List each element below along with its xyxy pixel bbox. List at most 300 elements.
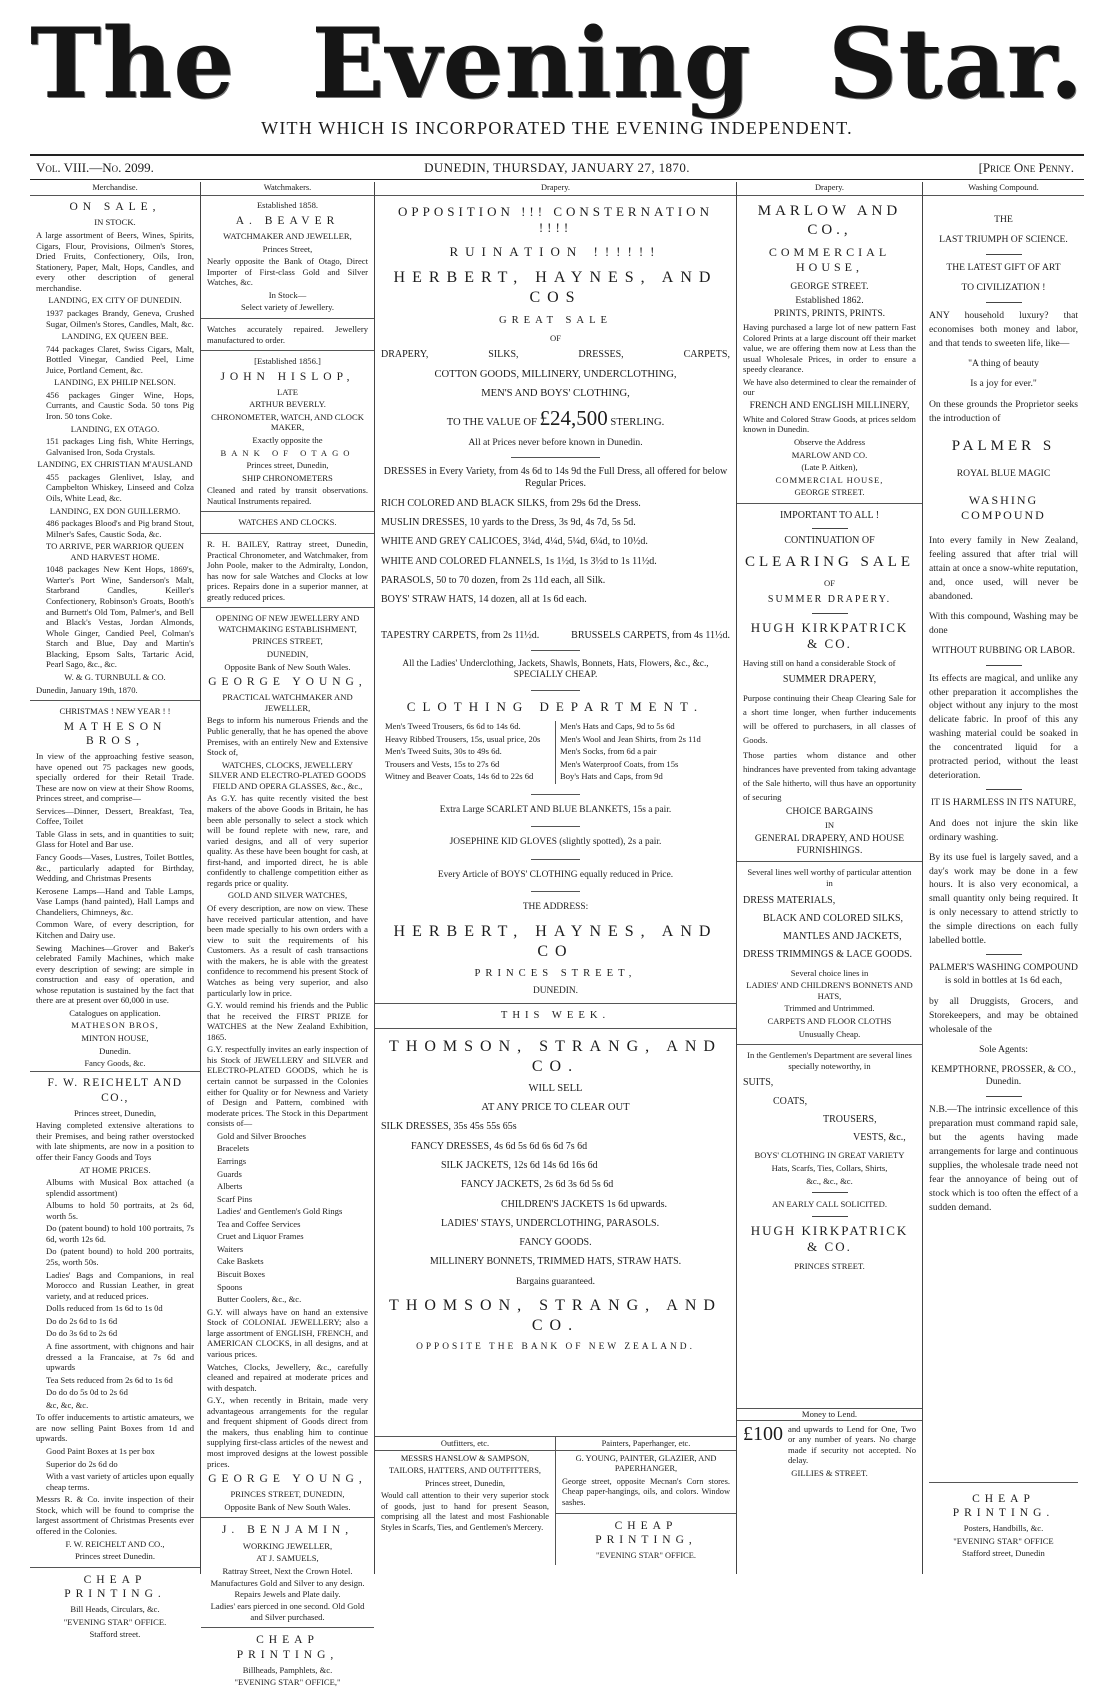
ad-subtitle: BANK OF OTAGO	[220, 447, 355, 458]
ad-address: DUNEDIN,	[266, 649, 309, 660]
ad-text: ANY household luxury? that economises both money and labor, and that tends to sweeten life, like—	[929, 310, 1078, 349]
divider	[511, 457, 600, 458]
ad-text: N.B.—The intrinsic excellence of this preparation must command rapid sale, but the agents having made arrangements for large and continuous supplies, the wholesale trade need not fear the annoyance of being out of stock which is too often the effect of a sudden demand.	[929, 1104, 1078, 1213]
ad-subtitle: IN STOCK.	[94, 217, 136, 228]
sale-value-amount: £24,500	[539, 405, 608, 430]
price-line: PARASOLS, 50 to 70 dozen, from 2s 11d each, all Silk.	[381, 574, 606, 586]
ad-text: PALMER'S WASHING COMPOUND is sold in bottles at 1s 6d each,	[929, 961, 1078, 986]
ad-address: PRINCES STREET,	[474, 968, 637, 980]
ad-text: To offer inducements to artistic amateurs, we are now selling Paint Boxes from 1d and upwards.	[36, 1412, 194, 1444]
landing-title: LANDING, EX OTAGO.	[70, 423, 160, 434]
ad-text: G.Y. would remind his friends and the Public that he received the FIRST PRIZE for WATCHES at the New Zealand Exhibition, 1865.	[207, 1000, 368, 1042]
divider	[737, 1044, 922, 1045]
list-item: Spoons	[217, 1281, 243, 1292]
masthead-subtitle: WITH WHICH IS INCORPORATED THE EVENING INDEPENDENT.	[261, 118, 853, 138]
ad-subtitle: WATCHES, CLOCKS, JEWELLERY SILVER AND ELECTRO-PLATED GOODS FIELD AND OPERA GLASSES, &c., &c.,	[209, 759, 366, 791]
clothing-table	[381, 721, 730, 784]
ad-signoff: (Late P. Aitken),	[801, 462, 858, 473]
list-item: Trousers and Vests, 15s to 27s 6d	[385, 758, 500, 769]
ad-text: Every Article of BOYS' CLOTHING equally reduced in Price.	[437, 869, 674, 880]
divider	[531, 690, 580, 691]
ad-subtitle: BOYS' CLOTHING IN GREAT VARIETY	[754, 1150, 905, 1161]
list-item: Superior do 2s 6d do	[46, 1458, 118, 1469]
ad-subtitle: AT J. SAMUELS,	[256, 1553, 319, 1564]
ad-text: Hats, Scarfs, Ties, Collars, Shirts,	[771, 1163, 888, 1173]
landing-title: LANDING, EX PHILIP NELSON.	[54, 377, 176, 388]
price-line: CHILDREN'S JACKETS 1s 6d upwards.	[501, 1198, 667, 1210]
landing-title: LANDING, EX CITY OF DUNEDIN.	[48, 295, 182, 306]
goods-item: DRESSES,	[578, 349, 624, 361]
ad-address: PRINCES STREET.	[794, 1260, 865, 1271]
ad-text: Observe the Address	[793, 436, 866, 447]
ad-headline: LAST TRIUMPH OF SCIENCE.	[939, 234, 1068, 246]
list-item: Gold and Silver Brooches	[217, 1130, 307, 1141]
divider	[30, 700, 200, 701]
ad-text: Posters, Handbills, &c.	[963, 1523, 1044, 1534]
ad-subtitle: AT ANY PRICE TO CLEAR OUT	[481, 1102, 630, 1114]
divider	[201, 511, 374, 512]
ad-title: MESSRS HANSLOW & SAMPSON,	[400, 1453, 530, 1463]
ad-title: OPENING OF NEW JEWELLERY AND WATCHMAKING ESTABLISHMENT,	[215, 613, 360, 634]
ad-text: by all Druggists, Grocers, and Storekeepers, and may be obtained wholesale of the	[929, 995, 1078, 1035]
ad-text: Sole Agents:	[979, 1043, 1028, 1055]
list-item: Common Ware, of every description, for Kitchen and Dairy use.	[36, 919, 194, 940]
ad-text: OF	[550, 332, 561, 343]
divider	[737, 503, 922, 504]
ad-text: Cleaned and rated by transit observations. Nautical Instruments repaired.	[207, 485, 368, 506]
list-item: Albums to hold 50 portraits, at 2s 6d, worth 5s.	[46, 1200, 194, 1221]
column-drapery-right	[736, 182, 922, 1574]
ad-text: and upwards to Lend for One, Two or any number of years. No charge made if security not accepted. No delay.	[788, 1423, 916, 1466]
ad-address: Princes street, Dunedin,	[424, 1478, 505, 1488]
ad-title: THOMSON, STRANG, AND CO.	[389, 1037, 722, 1075]
ad-text: Its effects are magical, and unlike any other preparation it accomplishes the object without any injury to the most delicate fabric. In proof of this any washing material could be soaked in the concentrated liquid for a protracted period, without the least deterioration.	[929, 672, 1078, 781]
clothing-left-list	[381, 721, 555, 784]
divider	[201, 1517, 374, 1518]
divider	[812, 528, 848, 529]
section-heading: Washing Compound.	[923, 182, 1084, 196]
ad-subtitle: ARTHUR BEVERLY.	[249, 399, 326, 410]
price-line: RICH COLORED AND BLACK SILKS, from 29s 6d the Dress.	[381, 497, 641, 509]
ad-text: "EVENING STAR" OFFICE.	[596, 1550, 696, 1560]
divider	[812, 613, 848, 614]
ad-subtitle: WORKING JEWELLER,	[242, 1540, 333, 1551]
ad-title: JOHN HISLOP,	[220, 370, 355, 383]
price-line: FANCY JACKETS, 2s 6d 3s 6d 5s 6d	[461, 1179, 614, 1191]
list-item: Men's Tweed Suits, 30s to 49s 6d.	[385, 746, 502, 757]
ad-subtitle: ROYAL BLUE MAGIC	[956, 467, 1051, 479]
ad-text: By its use fuel is largely saved, and a day's work may be done in a few hours. It is also very economical, a small quantity only being required. It is only necessary to attend strictly to the simple directions on each fully labelled bottle.	[929, 851, 1078, 947]
ad-title: THOMSON, STRANG, AND CO.	[389, 1297, 722, 1334]
price-line: WHITE AND COLORED FLANNELS, 1s 1½d, 1s 3½d to 1s 11½d.	[381, 555, 657, 567]
ad-address: DUNEDIN.	[532, 986, 579, 997]
goods-item: CARPETS,	[683, 349, 730, 361]
sale-value	[381, 406, 730, 432]
ad-signoff: COMMERCIAL HOUSE,	[775, 474, 884, 485]
ad-text: As G.Y. has quite recently visited the best makers of the above Goods in Britain, he has been able personally to select a stock which will be found replete with new, rare, and varied designs, and all of very superior quality. As these have been bought for cash, at first-hand, and imported direct, he is able confidently to challenge competition either as regards price or quality.	[207, 793, 368, 888]
ad-title: WATCHES AND CLOCKS.	[238, 517, 337, 528]
divider	[201, 1627, 374, 1628]
section-heading: Merchandise.	[30, 182, 200, 196]
ad-title: G. YOUNG, PAINTER, GLAZIER, AND PAPERHANGER,	[575, 1453, 717, 1473]
list-item: Do (patent bound) to hold 100 portraits, 7s 6d, worth 12s 6d.	[46, 1223, 194, 1244]
ad-title: CHRISTMAS ! NEW YEAR ! !	[59, 706, 171, 717]
column-watchmakers	[200, 182, 374, 1688]
ad-subtitle: AT HOME PRICES.	[79, 1164, 151, 1175]
ad-subtitle: PRINTS, PRINTS, PRINTS.	[773, 308, 886, 320]
list-item: Fancy Goods—Vases, Lustres, Toilet Bottles, &c., particularly adapted for Birthday, Wedding, and Christmas Presents	[36, 852, 194, 884]
divider	[375, 1003, 736, 1004]
list-item: Boy's Hats and Caps, from 9d	[560, 771, 663, 782]
ad-text: With this compound, Washing may be done	[929, 610, 1078, 636]
divider	[531, 826, 580, 827]
divider	[201, 350, 374, 351]
outfitters-ad	[375, 1437, 555, 1565]
issue-date: DUNEDIN, THURSDAY, JANUARY 27, 1870.	[424, 160, 690, 175]
goods-item: DRAPERY,	[381, 349, 429, 361]
list-item: Bracelets	[217, 1143, 249, 1154]
ad-title: MATHESON BROS,	[63, 720, 167, 747]
quote-line: Is a joy for ever."	[970, 377, 1037, 389]
ad-text: LATE	[276, 386, 298, 397]
ad-subtitle: LADIES' AND CHILDREN'S BONNETS AND HATS,	[746, 980, 913, 1001]
section-heading: Money to Lend.	[737, 1409, 922, 1421]
column-drapery-main	[374, 182, 736, 1574]
ad-title: HERBERT, HAYNES, AND COS	[393, 269, 718, 306]
ad-text: Several choice lines in	[790, 967, 869, 978]
ad-text: Select variety of Jewellery.	[241, 302, 334, 313]
ad-subtitle: WATCHMAKER AND JEWELLER,	[223, 231, 352, 242]
ad-text: And does not injure the skin like ordinary washing.	[929, 817, 1078, 843]
ad-signoff: MINTON HOUSE,	[81, 1033, 149, 1043]
ad-text: Watches accurately repaired. Jewellery manufactured to order.	[207, 323, 368, 345]
ad-text: Established 1862.	[795, 294, 864, 306]
list-item: Waiters	[217, 1243, 244, 1254]
list-item: Alberts	[217, 1181, 243, 1192]
ad-text: R. H. BAILEY, Rattray street, Dunedin, Practical Chronometer, and Watchmaker, from John Poole, maker to the Admiralty, London, has now for sale Watches and Clocks at low prices. Repairs done in a superior manner, at greatly reduced prices.	[207, 538, 368, 602]
divider	[812, 1192, 848, 1193]
list-item: Do do 2s 6d to 1s 6d	[46, 1315, 118, 1326]
sale-value-suffix: STERLING.	[610, 416, 665, 428]
list-item: A fine assortment, with chignons and hair dressed a la Francaise, at 7s 6d and upwards	[46, 1340, 194, 1373]
ad-text: Begs to inform his numerous Friends and the Public generally, that he has opened the above Premises, with an entirely New and Extensive Stock of,	[207, 715, 368, 758]
ad-text: IN	[824, 820, 835, 831]
divider	[531, 794, 580, 795]
ad-subtitle: TAILORS, HATTERS, AND OUTFITTERS,	[389, 1466, 541, 1475]
list-item: Kerosene Lamps—Hand and Table Lamps, Vase Lamps (hand painted), Hall Lamps and Chandeliers, Chimneys, &c.	[36, 885, 194, 917]
ad-text: G.Y. respectfully invites an early inspection of his Stock of JEWELLERY and SILVER and ELECTRO-PLATED GOODS, which he is certain cannot be surpassed in the Colonies either for Quality or for Newness and Variety of Design and Pattern, combined with moderate prices. The Stock in this Department consists of—	[207, 1044, 368, 1129]
list-item: Scarf Pins	[217, 1193, 253, 1204]
signoff-date: Dunedin, January 19th, 1870.	[36, 684, 138, 695]
ad-text: George street, opposite Mecnan's Corn stores. Cheap paper-hangings, oils, and colors. Window sashes.	[562, 1476, 730, 1507]
ad-signoff: KEMPTHORNE, PROSSER, & CO., Dunedin.	[931, 1063, 1076, 1088]
ad-subtitle: SUMMER DRAPERY,	[782, 674, 877, 686]
masthead-word-1: The	[30, 7, 236, 120]
clothing-right-list	[555, 721, 730, 784]
ad-text: All at Prices never before known in Dunedin.	[468, 437, 643, 449]
ad-subtitle: SUMMER DRAPERY.	[767, 594, 892, 606]
landing-list	[36, 295, 194, 670]
bottom-ads-row	[375, 1436, 736, 1565]
column-merchandise	[30, 182, 200, 1640]
ad-title: CLEARING SALE	[744, 554, 915, 571]
ad-subtitle: WITHOUT RUBBING OR LABOR.	[931, 644, 1076, 656]
ad-text: A large assortment of Beers, Wines, Spirits, Cigars, Flour, Provisions, Oilmen's Stores, Dried Fruits, Confectionery, Oils, Iron, Stationery, Paper, Malt, Hops, Candles, and every other description of general merchandise.	[36, 230, 194, 293]
masthead-title	[30, 7, 1084, 120]
ad-headline: THE LATEST GIFT OF ART	[946, 262, 1061, 274]
list-item: Table Glass in sets, and in quantities to suit; Glass for Hotel and Bar use.	[36, 828, 194, 850]
list-item: Cruet and Liquor Frames	[217, 1231, 304, 1242]
ad-text: Unusually Cheap.	[798, 1028, 861, 1039]
list-item: Witney and Beaver Coats, 14s 6d to 22s 6d	[385, 771, 534, 782]
divider	[986, 665, 1022, 666]
divider	[737, 861, 922, 862]
list-item: Sewing Machines—Grover and Baker's celebrated Family Machines, which make every description of sewing; are simple in construction and easy of operation, and whose reputation is sustained by the fact that there are at present over 60,000 in use.	[36, 942, 194, 1006]
ad-text: Trimmed and Untrimmed.	[784, 1003, 875, 1014]
list-item: Heavy Ribbed Trousers, 15s, usual price, 20s	[385, 733, 541, 744]
list-item: Men's Waterproof Coats, from 15s	[560, 758, 679, 769]
ad-subtitle: CHRONOMETER, WATCH, AND CLOCK MAKER,	[211, 411, 364, 433]
masthead-word-2: Evening	[311, 7, 752, 120]
signoff: W. & G. TURNBULL & CO.	[64, 671, 166, 682]
ad-text: Watches, Clocks, Jewellery, &c., carefully cleaned and repaired at moderate prices and with despatch.	[207, 1361, 368, 1393]
list-item: DRESS MATERIALS,	[743, 894, 836, 906]
ad-text: OF	[824, 577, 835, 588]
landing-text: 1048 packages New Kent Hops, 1869's, Warter's Port Wine, Sanderson's Malt, Starbrand Candles, Keiller's Confectionery, Robinson's Groats, Booth's and Burnett's Old Tom, Palmer's, and Bell and Black's Vestas, Jordan Almonds, Whole Ginger, Candied Peel, Colman's Starch and Blue, Day and Martin's Blacking, Epsom Salts, Tartaric Acid, Pearl Sago, &c., &c.	[46, 564, 194, 670]
ad-text: Of every description, are now on view. These have received particular attention, and have been made specially to his own orders with a view to suit the requirements of his Customers. As a result of cash transactions with the makers, he is able with the greatest confidence to recommend his present Stock of Watches as being very superior, and also particularly low in price.	[207, 903, 368, 998]
quote-line: "A thing of beauty	[968, 357, 1039, 369]
landing-text: 151 packages Ling fish, White Herrings, Galvanised Iron, Soda Crystals.	[46, 436, 194, 457]
ad-title: WASHING COMPOUND	[961, 492, 1046, 522]
ad-text: Having completed extensive alterations to their Premises, and being rather overstocked with late shipments, are now in a position to offer their Fancy Goods and Toys	[36, 1120, 194, 1162]
list-item: Albums with Musical Box attached (a splendid assortment)	[46, 1177, 194, 1198]
landing-title: TO ARRIVE, PER WARRIOR QUEEN AND HARVEST HOME.	[46, 541, 184, 562]
carpets-row	[381, 630, 730, 642]
painters-ad	[555, 1437, 736, 1565]
ad-subtitle: WILL SELL	[528, 1083, 583, 1095]
ad-text: Billheads, Pamphlets, &c.	[242, 1664, 333, 1675]
landing-text: 455 packages Glenlivet, Islay, and Campbelton Whiskey, Linseed and Colza Oils, White Lead, &c.	[46, 471, 194, 503]
divider	[812, 1216, 848, 1217]
landing-text: 486 packages Blood's and Pig brand Stout, Milner's Safes, Caustic Soda, &c.	[46, 518, 194, 539]
ad-title: CHEAP PRINTING,	[595, 1520, 697, 1547]
list-item: Good Paint Boxes at 1s per box	[46, 1446, 155, 1457]
goods-row: COTTON GOODS, MILLINERY, UNDERCLOTHING,	[434, 368, 677, 380]
ad-signoff: GILLIES & STREET.	[791, 1467, 868, 1478]
department-title: CLOTHING DEPARTMENT.	[406, 698, 705, 714]
divider	[531, 650, 580, 651]
list-item: Guards	[217, 1168, 242, 1179]
list-item: Do (patent bound) to hold 200 portraits, 25s, worth 50s.	[46, 1246, 194, 1268]
ad-subtitle: GOLD AND SILVER WATCHES,	[227, 890, 348, 901]
ad-title: HUGH KIRKPATRICK & CO.	[750, 1222, 909, 1254]
ad-headline: RUINATION !!!!!!	[449, 244, 662, 260]
sale-value-prefix: TO THE VALUE OF	[446, 416, 537, 428]
price-line: FANCY GOODS.	[519, 1237, 592, 1249]
money-ad	[737, 1408, 922, 1480]
volume-number: Vol. VIII.—No. 2099.	[36, 160, 154, 175]
list-item: Men's Tweed Trousers, 6s 6d to 14s 6d.	[385, 720, 521, 731]
ad-text: Exactly opposite the	[252, 435, 323, 446]
ad-signoff: MATHESON BROS,	[71, 1020, 159, 1031]
list-item: Ladies' and Gentlemen's Gold Rings	[217, 1206, 343, 1217]
list-item: Men's Hats and Caps, 9d to 5s 6d	[560, 720, 675, 731]
ad-address: Princes street, Dunedin,	[246, 460, 329, 471]
ad-title: MARLOW AND CO.,	[757, 203, 902, 238]
ad-text: Those parties whom distance and other hindrances have prevented from taking advantage of the Sale hitherto, will thus have an opportunity of securing	[743, 750, 916, 802]
ad-title: A. BEAVER	[235, 214, 340, 227]
ad-headline: IMPORTANT TO ALL !	[779, 509, 880, 521]
ad-text: Established 1858.	[256, 200, 319, 211]
ad-text: White and Colored Straw Goods, at prices seldom known in Dunedin.	[743, 413, 916, 435]
price-line: FANCY DRESSES, 4s 6d 5s 6d 6s 6d 7s 6d	[411, 1140, 588, 1152]
ad-title: CHEAP PRINTING.	[64, 1573, 166, 1600]
printing-ad	[929, 1482, 1078, 1561]
ad-text: Opposite Bank of New South Wales.	[224, 661, 351, 672]
divider	[986, 789, 1022, 790]
ad-text: Catalogues on application.	[69, 1007, 161, 1018]
dateline-bar	[30, 154, 1084, 180]
list-item: Services—Dinner, Dessert, Breakfast, Tea, Coffee, Toilet	[36, 805, 194, 827]
divider	[531, 891, 580, 892]
ad-text: We have also determined to clear the remainder of our	[743, 376, 917, 398]
ad-text: Extra Large SCARLET AND BLUE BLANKETS, 15s a pair.	[439, 804, 672, 815]
ad-signoff: GEORGE STREET.	[794, 487, 865, 498]
ad-subtitle: SHIP CHRONOMETERS	[242, 472, 333, 483]
ad-subtitle: CARPETS AND FLOOR CLOTHS	[767, 1016, 892, 1026]
ad-address: Princes Street,	[262, 243, 313, 254]
ad-text: In the Gentlemen's Department are several lines specially noteworthy, in	[747, 1050, 912, 1071]
ad-text: Stafford street, Dunedin	[962, 1548, 1045, 1559]
ad-subtitle: CHOICE BARGAINS	[785, 806, 874, 818]
divider	[531, 859, 580, 860]
ad-text: Bill Heads, Circulars, &c.	[70, 1603, 160, 1614]
ad-text: Stafford street.	[89, 1629, 141, 1640]
ad-subtitle: PRACTICAL WATCHMAKER AND JEWELLER,	[222, 692, 353, 713]
divider	[201, 533, 374, 534]
price-line: SILK DRESSES, 35s 45s 55s 65s	[381, 1121, 517, 1133]
list-item: Tea and Coffee Services	[217, 1218, 301, 1229]
ad-text: G.Y. will always have on hand an extensive Stock of COLONIAL JEWELLERY; also a large assortment of ENGLISH, FRENCH, and AMERICAN CLOCKS, in all designs, and at various prices.	[207, 1306, 368, 1359]
list-item: DRESS TRIMMINGS & LACE GOODS.	[743, 949, 913, 961]
ad-text: &c., &c., &c.	[806, 1175, 853, 1186]
list-item: Ladies' Bags and Companions, in real Morocco and Russian Leather, in great variety, and at reduced prices.	[46, 1269, 194, 1301]
masthead-word-3: Star.	[827, 7, 1084, 120]
price-line: DRESSES in Every Variety, from 4s 6d to 14s 9d the Full Dress, all offered for below Regular Prices.	[383, 466, 728, 490]
ad-text: THE ADDRESS:	[522, 902, 589, 913]
list-item: Dolls reduced from 1s 6d to 1s 0d	[46, 1303, 163, 1314]
list-item: COATS,	[773, 1095, 808, 1107]
ad-title: CHEAP PRINTING.	[952, 1493, 1055, 1520]
ad-text: Into every family in New Zealand, feeling assured that after trial will attain at once a snow-white reputation, and, once used, will never be abandoned.	[929, 535, 1078, 602]
ad-text: "EVENING STAR" OFFICE.	[63, 1616, 167, 1627]
ad-address: Rattray Street, Next the Crown Hotel.	[222, 1565, 353, 1576]
ad-subtitle: IT IS HARMLESS IN ITS NATURE,	[930, 796, 1077, 808]
ad-text: Messrs R. & Co. invite inspection of their Stock, which will be found to comprise the largest assortment of Christmas Presents ever offered in the Colonies.	[36, 1494, 194, 1536]
ad-text: On these grounds the Proprietor seeks the introduction of	[929, 398, 1078, 424]
price-line: SILK JACKETS, 12s 6d 14s 6d 16s 6d	[441, 1159, 598, 1171]
divider	[986, 254, 1022, 255]
ad-title: GEORGE YOUNG,	[208, 1473, 367, 1486]
divider	[986, 954, 1022, 955]
ad-text: In Stock—	[268, 289, 307, 300]
list-item: MANTLES AND JACKETS,	[783, 931, 902, 943]
divider	[986, 1096, 1022, 1097]
divider	[201, 607, 374, 608]
list-item: BLACK AND COLORED SILKS,	[763, 912, 904, 924]
money-amount: £100	[743, 1422, 783, 1445]
section-heading: Drapery.	[737, 182, 922, 196]
divider	[986, 302, 1022, 303]
ad-subtitle: AN EARLY CALL SOLICITED.	[772, 1199, 887, 1210]
ad-text: Opposite Bank of New South Wales.	[224, 1501, 351, 1512]
ad-text: All the Ladies' Underclothing, Jackets, Shawls, Bonnets, Hats, Flowers, &c., &c., SPECIALLY CHEAP.	[402, 658, 709, 681]
ad-text: G.Y., when recently in Britain, made very advantageous arrangements for the regular and frequent shipment of Goods direct from the makers, thus enabling him to continue supplying first-class articles of the newest and most improved designs at the lowest possible prices.	[207, 1395, 368, 1469]
price-line: TAPESTRY CARPETS, from 2s 11½d.	[381, 629, 540, 641]
landing-text: 456 packages Ginger Wine, Hops, Currants, and Caustic Soda. 50 tons Pig Iron. 50 tons Coke.	[46, 389, 194, 422]
price: [Price One Penny.	[978, 160, 1074, 175]
list-item: Earrings	[217, 1155, 247, 1166]
list-item: Biscuit Boxes	[217, 1269, 265, 1279]
landing-text: 744 packages Claret, Swiss Cigars, Malt, Bottled Vinegar, Candied Peel, Lime Juice, Portland Cement, &c.	[46, 343, 194, 375]
ad-title: HUGH KIRKPATRICK & CO.	[750, 619, 909, 651]
ad-subtitle: GENERAL DRAPERY, AND HOUSE FURNISHINGS.	[754, 832, 905, 856]
divider	[556, 1513, 736, 1514]
ad-subtitle: GREAT SALE	[498, 314, 613, 326]
ad-text: Bargains guaranteed.	[516, 1276, 595, 1287]
ad-subtitle: COMMERCIAL HOUSE,	[768, 245, 891, 274]
ad-subtitle: FRENCH AND ENGLISH MILLINERY,	[749, 400, 910, 412]
list-item: VESTS, &c.,	[853, 1132, 906, 1144]
goods-row: MEN'S AND BOYS' CLOTHING,	[481, 387, 630, 399]
ad-title: CHEAP PRINTING,	[236, 1634, 339, 1661]
section-heading: Fancy Goods, &c.	[30, 1058, 200, 1072]
landing-title: LANDING, EX DON GUILLERMO.	[49, 505, 181, 516]
ad-title: F. W. REICHELT AND CO.,	[47, 1077, 183, 1104]
list-item: Men's Wool and Jean Shirts, from 2s 11d	[560, 733, 701, 744]
ad-signoff: Dunedin.	[99, 1045, 131, 1056]
money-ad-body	[743, 1424, 916, 1468]
divider	[201, 318, 374, 319]
section-heading: Drapery.	[375, 182, 736, 196]
ad-text: "EVENING STAR" OFFICE,"	[234, 1677, 341, 1688]
column-washing-compound	[922, 182, 1084, 1574]
ad-title: J. BENJAMIN,	[221, 1524, 354, 1537]
list-item: Tea Sets reduced from 2s 6d to 1s 6d	[46, 1374, 173, 1385]
ad-text: Several lines well worthy of particular attention in	[747, 867, 912, 888]
price-line: WHITE AND GREY CALICOES, 3¼d, 4¼d, 5¼d, 6¼d, to 10½d.	[381, 536, 648, 548]
list-item: Butter Coolers, &c., &c.	[217, 1294, 302, 1305]
divider	[30, 1567, 200, 1568]
ad-text: THE	[994, 214, 1013, 226]
ad-title: PALMER S	[951, 438, 1056, 455]
ad-address: PRINCES STREET, DUNEDIN,	[230, 1489, 345, 1500]
ad-text: Manufactures Gold and Silver to any design. Repairs Jewels and Plate daily.	[210, 1578, 365, 1599]
price-line: LADIES' STAYS, UNDERCLOTHING, PARASOLS.	[441, 1217, 660, 1229]
ad-title: HERBERT, HAYNES, AND CO	[393, 923, 718, 960]
ad-signoff: MARLOW AND CO.	[791, 449, 868, 460]
ad-signoff: F. W. REICHELT AND CO.,	[65, 1538, 165, 1549]
list-item: &c, &c, &c.	[46, 1399, 89, 1410]
goods-row	[381, 349, 730, 361]
ad-headline: THIS WEEK.	[500, 1009, 611, 1021]
landing-text: 1937 packages Brandy, Geneva, Crushed Sugar, Oilmen's Stores, Candles, Malt, &c.	[46, 307, 194, 329]
ad-text: CONTINUATION OF	[784, 535, 875, 547]
ad-text: Nearly opposite the Bank of Otago, Direct Importer of First-class Gold and Silver Watches, &c.	[207, 256, 368, 288]
list-item: With a vast variety of articles upon equally cheap terms.	[46, 1471, 194, 1492]
ad-headline: TO CIVILIZATION !	[961, 282, 1046, 294]
ad-text: JOSEPHINE KID GLOVES (slightly spotted), 2s a pair.	[449, 837, 662, 848]
